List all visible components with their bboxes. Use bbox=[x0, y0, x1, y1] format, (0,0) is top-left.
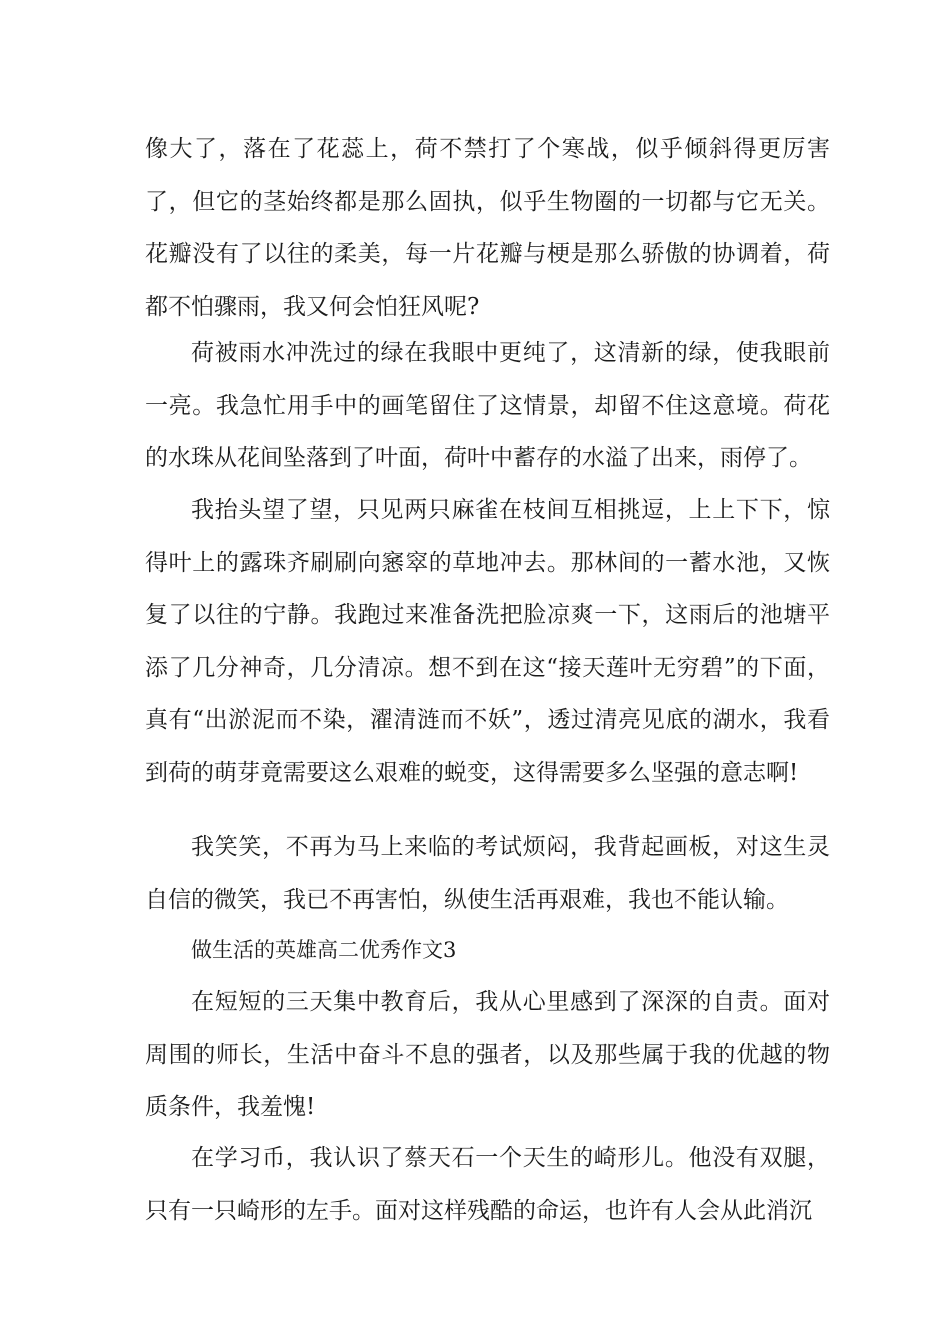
essay-title-3: 做生活的英雄高二优秀作文3 bbox=[191, 938, 457, 962]
paragraph-smile: 我笑笑，不再为马上来临的考试烦闷，我背起画板，对这生灵自信的微笑，我已不再害怕，纵使生活再艰难，我也不能认输。 bbox=[145, 834, 830, 913]
paragraph-cai-tianshi: 在学习币，我认识了蔡天石一个天生的崎形儿。他没有双腿，只有一只崎形的左手。面对这样残酷的命运，也许有人会从此消沉 bbox=[145, 1145, 830, 1224]
paragraph-sparrows: 我抬头望了望，只见两只麻雀在枝间互相挑逗，上上下下，惊得叶上的露珠齐刷刷向窸窣的草地冲去。那林间的一蓄水池，又恢复了以往的宁静。我跑过来准备洗把脸凉爽一下，这雨后的池塘平添了几分神奇，几分清凉。想不到在这“接天莲叶无穷碧”的下面，真有“出淤泥而不染，濯清涟而不妖”，透过清亮见底的湖水，我看到荷的萌芽竟需要这么艰难的蜕变，这得需要多么坚强的意志啊! bbox=[145, 497, 830, 786]
paragraph-rain-wash: 荷被雨水冲洗过的绿在我眼中更纯了，这清新的绿，使我眼前一亮。我急忙用手中的画笔留住了这情景，却留不住这意境。荷花的水珠从花间坠落到了叶面，荷叶中蓄存的水溢了出来，雨停了。 bbox=[145, 340, 830, 472]
paragraph-self-reproach: 在短短的三天集中教育后，我从心里感到了深深的自责。面对周围的师长，生活中奋斗不息的强者，以及那些属于我的优越的物质条件，我羞愧! bbox=[145, 989, 830, 1121]
paragraph-continuation: 像大了，落在了花蕊上，荷不禁打了个寒战，似乎倾斜得更厉害了，但它的茎始终都是那么固执，似乎生物圈的一切都与它无关。花瓣没有了以往的柔美，每一片花瓣与梗是那么骄傲的协调着，荷都不怕骤雨，我又何会怕狂风呢? bbox=[145, 136, 830, 320]
